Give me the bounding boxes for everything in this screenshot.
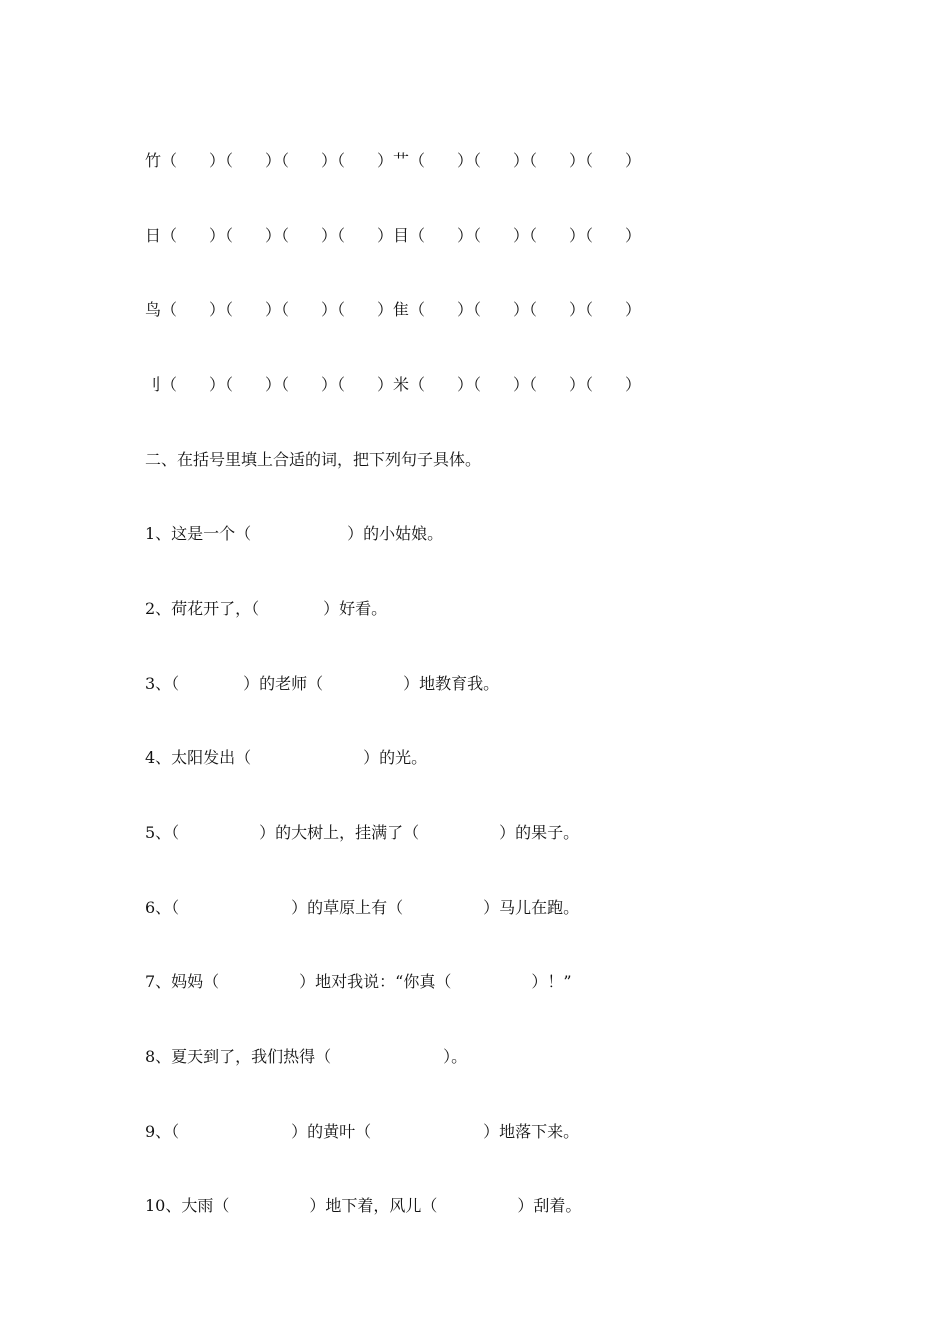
radical-blanks-right: （ ）（ ）（ ）（ ） — [409, 226, 642, 245]
sentence-9: 9、（ ）的黄叶（ ）地落下来。 — [145, 1122, 580, 1141]
radical-row-2 — [145, 226, 641, 246]
radical-blanks-left: （ ）（ ）（ ）（ ） — [161, 151, 394, 170]
radical-row-1 — [145, 151, 641, 171]
sentence-8: 8、夏天到了，我们热得（ ）。 — [145, 1047, 468, 1066]
radical-blanks-left: （ ）（ ）（ ）（ ） — [161, 300, 394, 319]
radical-row-3 — [145, 300, 641, 320]
radical-left: 鸟 — [145, 300, 162, 319]
section-title: 二、在括号里填上合适的词，把下列句子具体。 — [145, 450, 482, 469]
radical-left: 刂 — [145, 375, 162, 394]
sentence-6: 6、（ ）的草原上有（ ）马儿在跑。 — [145, 898, 580, 917]
sentence-5: 5、（ ）的大树上，挂满了（ ）的果子。 — [145, 823, 580, 842]
radical-right: 米 — [393, 375, 410, 394]
radical-left: 日 — [145, 226, 162, 245]
sentence-3: 3、（ ）的老师（ ）地教育我。 — [145, 674, 500, 693]
radical-blanks-right: （ ）（ ）（ ）（ ） — [409, 151, 642, 170]
radical-blanks-right: （ ）（ ）（ ）（ ） — [409, 375, 642, 394]
radical-blanks-right: （ ）（ ）（ ）（ ） — [409, 300, 642, 319]
radical-row-4 — [145, 375, 641, 395]
sentence-1: 1、这是一个（ ）的小姑娘。 — [145, 524, 444, 543]
sentence-10: 10、大雨（ ）地下着，风儿（ ）刮着。 — [145, 1196, 582, 1215]
radical-left: 竹 — [145, 151, 162, 170]
sentence-4: 4、太阳发出（ ）的光。 — [145, 748, 428, 767]
radical-blanks-left: （ ）（ ）（ ）（ ） — [161, 226, 394, 245]
sentence-2: 2、荷花开了，（ ）好看。 — [145, 599, 388, 618]
radical-right: 目 — [393, 226, 410, 245]
radical-blanks-left: （ ）（ ）（ ）（ ） — [161, 375, 394, 394]
sentence-7: 7、妈妈（ ）地对我说：“你真（ ）！” — [145, 972, 572, 991]
radical-right: 隹 — [393, 300, 410, 319]
radical-right: 艹 — [393, 151, 410, 170]
